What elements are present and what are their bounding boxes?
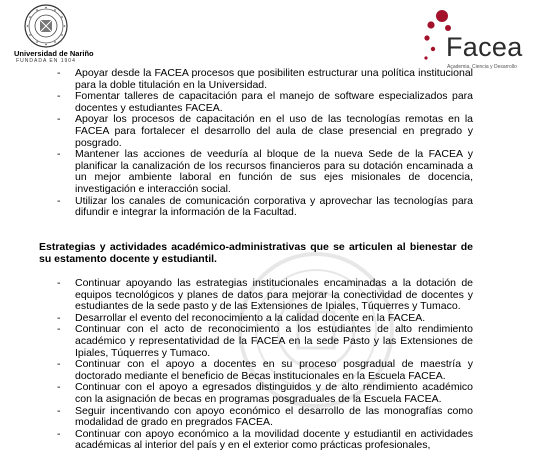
list-item [57, 277, 473, 313]
list-item [57, 404, 473, 429]
list-marker: - [57, 404, 61, 417]
university-founded: FUNDADA EN 1904 [16, 58, 76, 64]
list-item [57, 381, 473, 405]
list-item-text: Apoyar los procesos de capacitación en el uso de las tecnologías remotas en la FACEA para fortalecer el desarrollo del aula de clase presencial en pregrado y posgrado. [75, 113, 473, 149]
list-marker: - [57, 113, 61, 126]
list-item-text: Seguir incentivando con apoyo económico el desarrollo de las monografías como modalidad de grado en pregrados FACEA. [75, 404, 473, 429]
university-seal-icon [24, 4, 68, 48]
list-item [57, 427, 473, 452]
list-item [57, 323, 473, 359]
list-item [57, 67, 473, 91]
list-marker: - [57, 277, 61, 289]
list-item [57, 148, 473, 195]
list-marker: - [57, 381, 61, 394]
list-marker: - [57, 311, 61, 324]
list-item-text: Desarrollar el evento del reconocimiento a la calidad docente en la FACEA. [75, 311, 426, 324]
list-item [57, 358, 473, 382]
list-item-text: Continuar con el acto de reconocimiento a los estudiantes de alto rendimiento académico y representatividad de la FACEA en la sede Pasto y las Extensiones de Ipiales, Túquerres y Tumaco. [75, 323, 473, 359]
facea-logo [420, 8, 530, 68]
list-marker: - [57, 148, 61, 161]
list-marker: - [57, 67, 61, 79]
wellbeing-actions-list [57, 277, 473, 452]
university-name: Universidad de Nariño [14, 49, 94, 58]
list-item-text: Utilizar los canales de comunicación corporativa y aprovechar las tecnologías para difundir e integrar la información de la Facultad. [75, 194, 473, 219]
section-heading: Estrategias y actividades académico-administrativas que se articulen al bienestar de su estamento docente y estudiantil. [39, 241, 473, 265]
list-item-text: Fomentar talleres de capacitación para el manejo de software especializados para docentes y estudiantes FACEA. [75, 90, 473, 114]
list-item-text: Continuar con apoyo económico a la movilidad docente y estudiantil en actividades académicas al interior del país y en el exterior como prácticas profesionales, [75, 427, 473, 452]
facea-subtitle: Academia, Ciencia y Desarrollo [447, 64, 517, 70]
list-item [57, 194, 473, 219]
list-item-text: Continuar con el apoyo a egresados distinguidos y de alto rendimiento académico con la asignación de becas en programas posgraduales de la Escuela FACEA. [75, 381, 473, 405]
list-item [57, 113, 473, 149]
list-marker: - [57, 358, 61, 371]
list-item-text: Continuar apoyando las estrategias institucionales encaminadas a la dotación de equipos tecnológicos y planes de datos para mejorar la conectividad de docentes y estudiantes de la sede pasto y de las Extensiones de Ipiales, Túquerres y Tumaco. [75, 277, 473, 313]
list-item-text: Continuar con el apoyo a docentes en su proceso posgradual de maestría y doctorado mediante el beneficio de Becas institucionales en la Escuela FACEA. [75, 358, 473, 382]
list-marker: - [57, 90, 61, 103]
list-item [57, 90, 473, 114]
list-item-text: Mantener las acciones de veeduría al bloque de la nueva Sede de la FACEA y planificar la canalización de los recursos financieros para su dotación encaminada a un mejor ambiente laboral en función de sus ejes misionales de docencia, investigación e interacción social. [75, 148, 473, 195]
list-item-text: Apoyar desde la FACEA procesos que posibiliten estructurar una política institucional para la doble titulación en la Universidad. [75, 67, 473, 91]
university-logo [14, 4, 94, 64]
list-marker: - [57, 194, 61, 207]
list-marker: - [57, 323, 61, 336]
policy-actions-list [57, 67, 473, 219]
facea-wordmark: Facea [446, 32, 523, 62]
list-marker: - [57, 427, 61, 440]
